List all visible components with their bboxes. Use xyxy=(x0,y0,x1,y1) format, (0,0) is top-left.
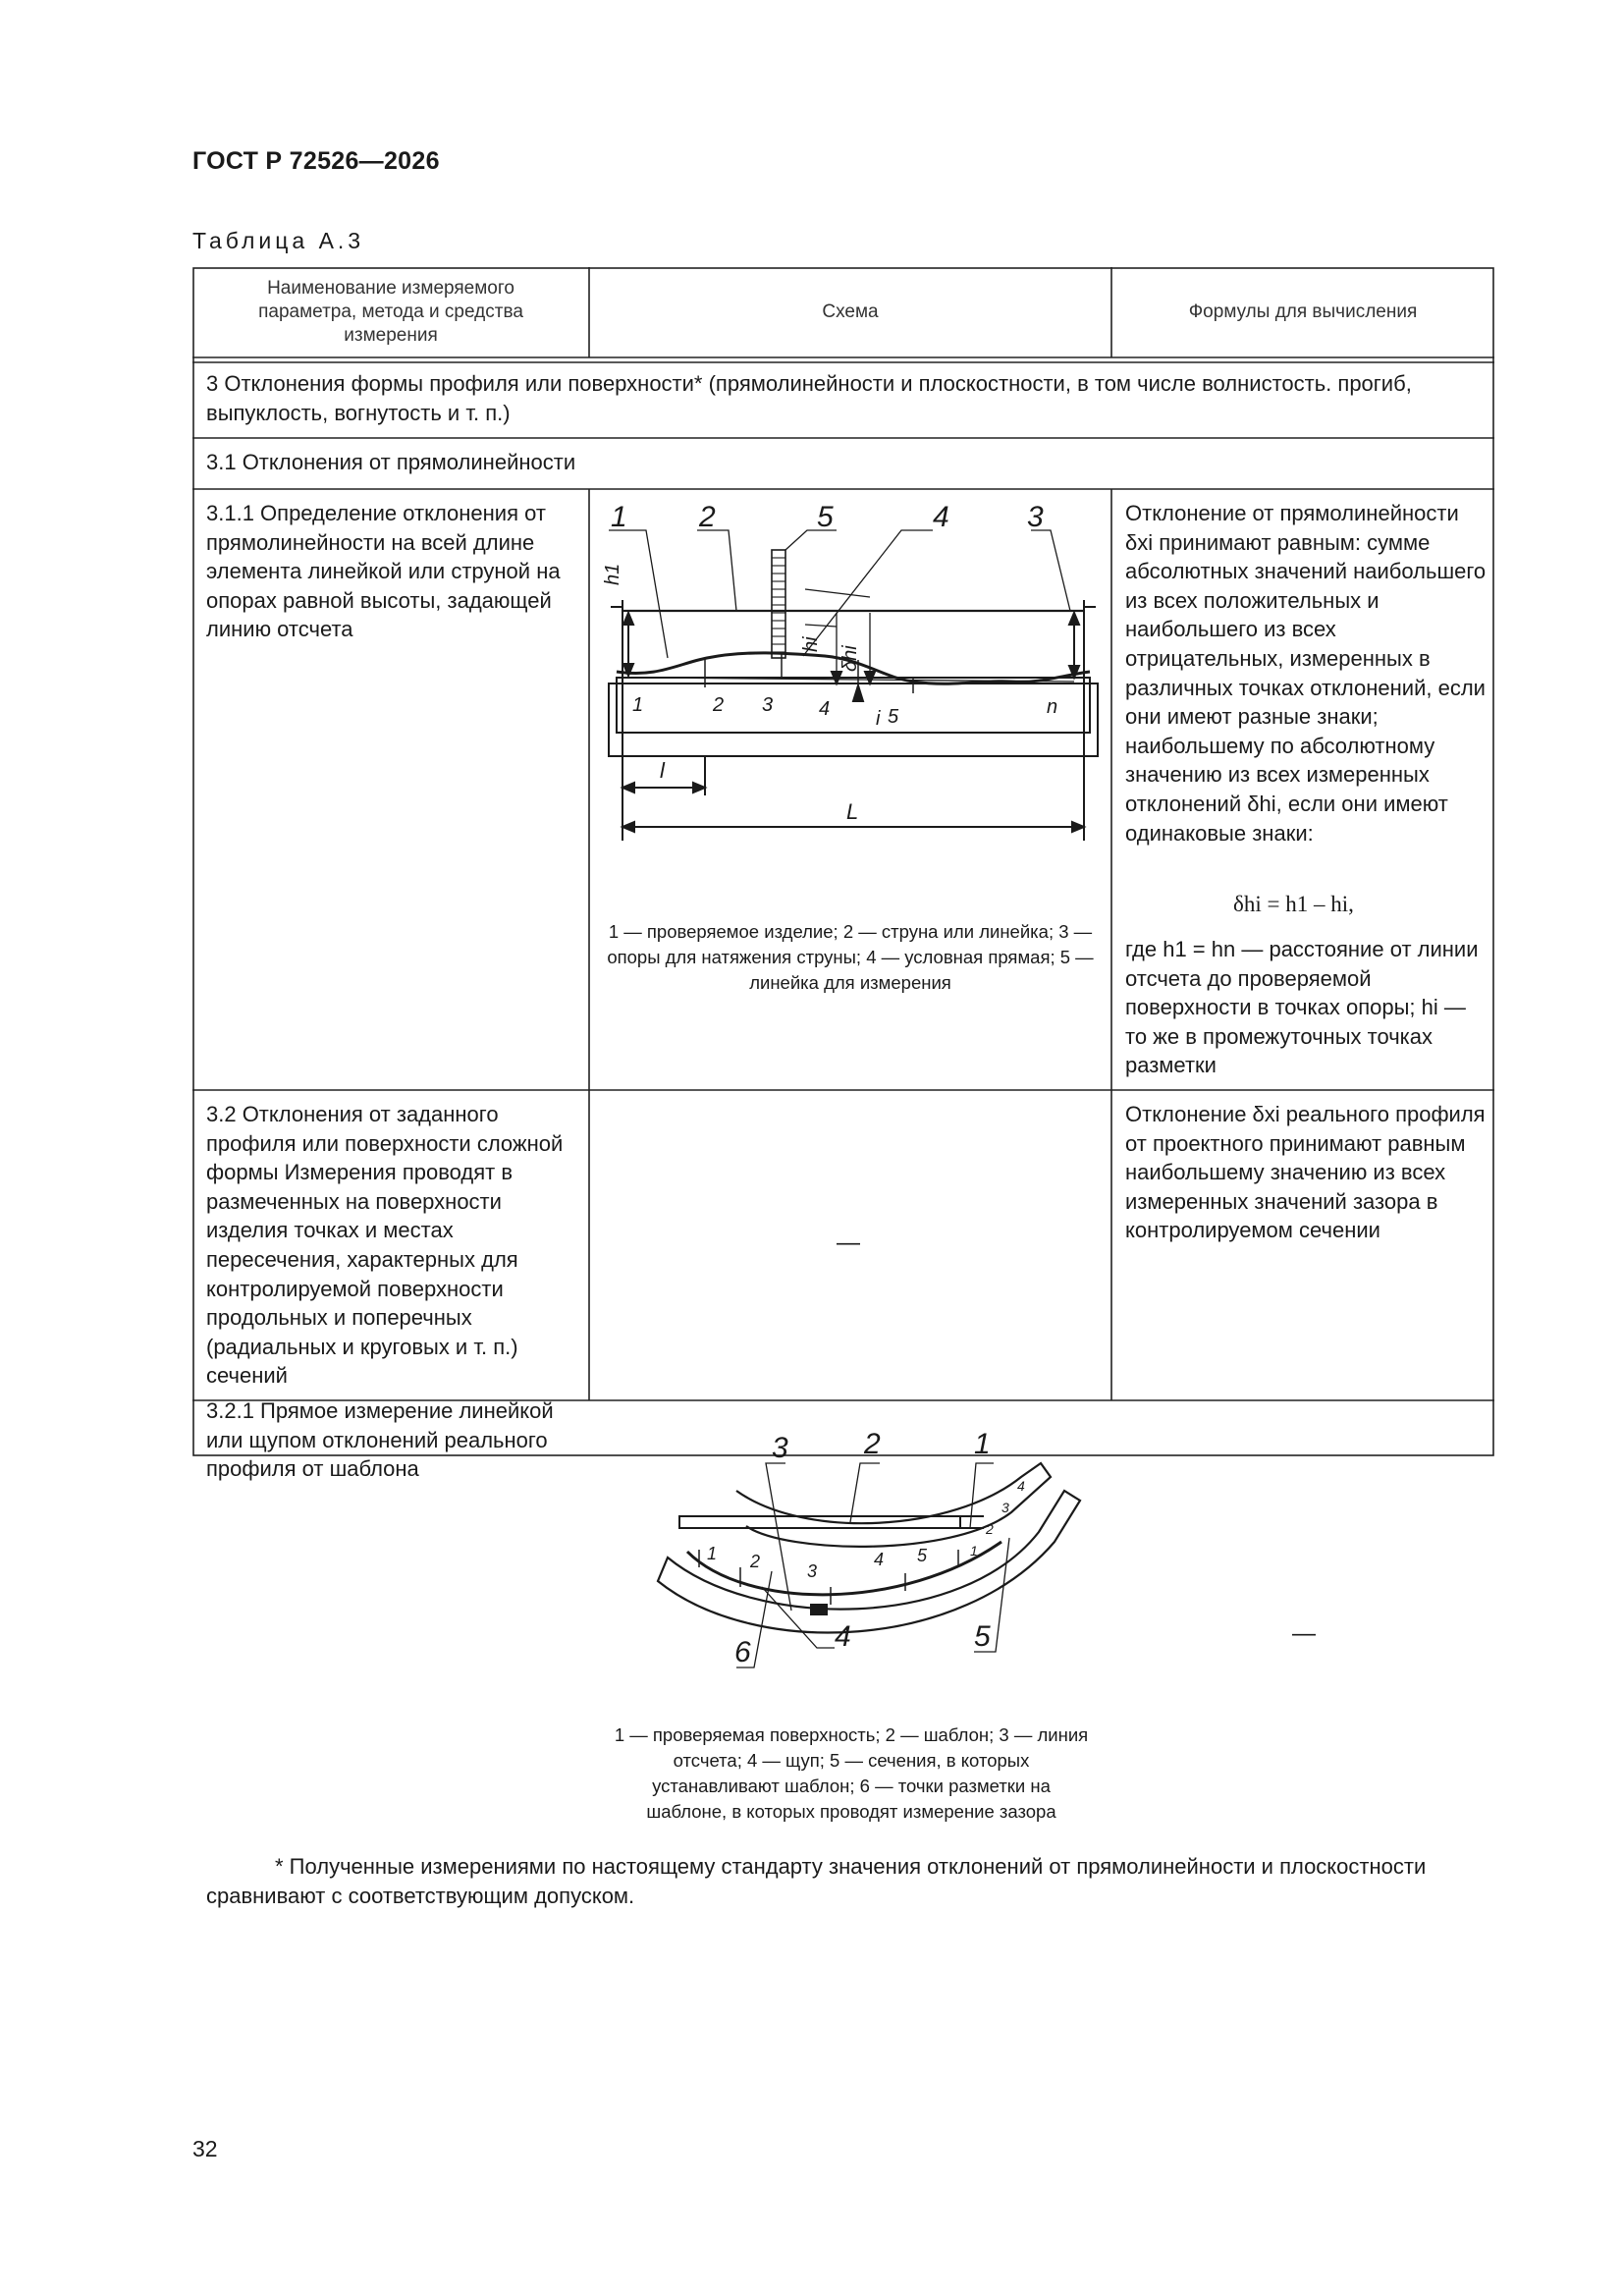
point-label-2: 2 xyxy=(750,1552,761,1571)
row-3-2-formula-text: Отклонение δxi реального профиля от проектного принимают равным наибольшему значению из всех измеренных значений зазора в контролируемом сечении xyxy=(1125,1102,1486,1243)
point-label-n: n xyxy=(1047,696,1058,718)
section-3-title: 3 Отклонения формы профиля или поверхности* (прямолинейности и плоскостности, в том числе волнистость. прогиб, выпуклость, вогнутость и т. п.) xyxy=(206,371,1412,425)
table-a3 xyxy=(192,267,1494,1908)
document-header: ГОСТ Р 72526—2026 xyxy=(192,147,440,175)
callout-2: 2 xyxy=(864,1428,881,1460)
column-header-formulas: Формулы для вычисления xyxy=(1188,301,1418,322)
label-hi: hi xyxy=(800,636,822,652)
straightness-diagram xyxy=(589,491,1111,884)
row-3-2-1-name: 3.2.1 Прямое измерение линейкой или щупом отклонений реального профиля от шаблона xyxy=(206,1398,554,1482)
side-label-1: 1 xyxy=(970,1543,978,1558)
callout-4: 4 xyxy=(835,1620,851,1653)
point-label-1: 1 xyxy=(707,1544,718,1563)
point-label-4: 4 xyxy=(874,1550,885,1569)
row-3-1-1-formula-text: Отклонение от прямолинейности δxi принимают равным: сумме абсолютных значений наибольшего из всех положительных и наибольшего из всех отрицательных, измеренных в различных точках отклонений, если они имеют разные знаки; наибольшему по абсолютному значению из всех измеренных отклонений δhi, если они имеют одинаковые знаки: xyxy=(1125,501,1487,846)
callout-2: 2 xyxy=(699,501,716,533)
point-label-1: 1 xyxy=(632,694,644,716)
label-h1: h1 xyxy=(602,563,623,585)
template-diagram xyxy=(589,1394,1111,1679)
point-label-5: 5 xyxy=(917,1546,928,1565)
label-L: L xyxy=(846,799,859,824)
row-3-2-1-formula-dash: — xyxy=(1292,1620,1316,1647)
row-3-2-1-caption: 1 — проверяемая поверхность; 2 — шаблон; 3 — линия отсчета; 4 — щуп; 5 — сечения, в которых устанавливают шаблон; 6 — точки разметки на шаблоне, в которых проводят измерение зазора xyxy=(614,1724,1089,1822)
table-caption: Таблица А.3 xyxy=(192,228,365,253)
section-3-1-title: 3.1 Отклонения от прямолинейности xyxy=(206,450,576,474)
footnote: * Полученные измерениями по настоящему стандарту значения отклонений от прямолинейности и плоскостности сравнивают с соответствующим допуском. xyxy=(206,1854,1427,1908)
callout-3: 3 xyxy=(1027,501,1044,533)
callout-1: 1 xyxy=(611,501,627,533)
point-label-4: 4 xyxy=(819,698,831,720)
callout-5: 5 xyxy=(817,501,834,533)
callout-3: 3 xyxy=(772,1432,788,1464)
column-header-parameter: Наименование измеряемого параметра, метода и средства измерения xyxy=(258,278,523,346)
row-3-2-scheme-dash: — xyxy=(837,1230,860,1256)
side-label-2: 2 xyxy=(986,1521,994,1537)
row-3-1-1-caption: 1 — проверяемое изделие; 2 — струна или линейка; 3 — опоры для натяжения струны; 4 — условная прямая; 5 — линейка для измерения xyxy=(607,921,1094,993)
label-dhi: δhi xyxy=(839,645,861,672)
row-3-1-1-name: 3.1.1 Определение отклонения от прямолинейности на всей длине элемента линейкой или струной на опорах равной высоты, задающей линию отсчета xyxy=(206,501,561,642)
row-3-2-name: 3.2 Отклонения от заданного профиля или поверхности сложной формы Измерения проводят в размеченных на поверхности изделия точках и местах пересечения, характерных для контролируемой поверхности продольных и поперечных (радиальных и круговых и т. п.) сечений xyxy=(206,1102,564,1389)
point-label-2: 2 xyxy=(713,694,725,716)
column-header-scheme: Схема xyxy=(822,301,879,322)
page-number: 32 xyxy=(192,2136,218,2161)
point-label-3: 3 xyxy=(762,694,774,716)
callout-4: 4 xyxy=(933,501,949,533)
callout-6: 6 xyxy=(734,1636,751,1668)
point-label-i: i xyxy=(876,708,881,730)
callout-5: 5 xyxy=(974,1620,991,1653)
row-3-1-1-formula: δhi = h1 – hi, xyxy=(1233,892,1354,916)
side-label-4: 4 xyxy=(1017,1478,1025,1494)
callout-1: 1 xyxy=(974,1428,991,1460)
side-label-3: 3 xyxy=(1001,1500,1009,1515)
point-label-3: 3 xyxy=(807,1561,818,1581)
point-label-5: 5 xyxy=(888,706,899,728)
label-l: l xyxy=(660,758,665,783)
row-3-1-1-formula-where: где h1 = hn — расстояние от линии отсчета до проверяемой поверхности в точках опоры; hi — то же в промежуточных точках разметки xyxy=(1125,937,1479,1078)
